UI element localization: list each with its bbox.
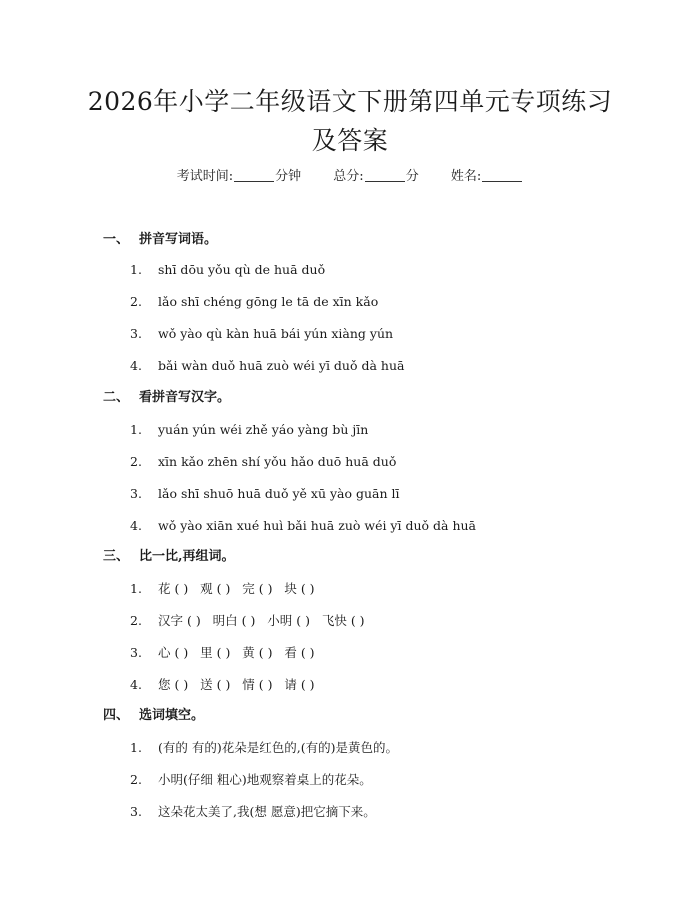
list-item [130,260,325,280]
item-index: 1. [130,740,142,755]
section-number: 三、 [103,549,130,564]
item-index: 3. [130,804,142,819]
section-heading-4 [103,706,204,726]
list-item [130,516,476,536]
list-item [130,356,404,376]
item-index: 3. [130,645,142,660]
list-item [130,738,398,758]
item-text: (有的 有的)花朵是红色的,(有的)是黄色的。 [158,740,398,755]
list-item [130,802,376,822]
exam-time-unit: 分钟 [275,169,302,184]
item-index: 2. [130,294,142,309]
list-item [130,675,315,695]
section-heading-2 [103,388,230,408]
section-title: 比一比,再组词。 [139,549,235,564]
section-number: 一、 [103,232,130,247]
item-index: 2. [130,772,142,787]
item-index: 3. [130,486,142,501]
total-score-unit: 分 [405,169,419,184]
total-score-field [333,169,423,184]
total-score-blank [365,167,405,182]
item-text: 小明(仔细 粗心)地观察着桌上的花朵。 [158,772,372,787]
section-heading-1 [103,230,217,250]
item-index: 2. [130,613,142,628]
item-text: 花 ( ) 观 ( ) 完 ( ) 块 ( ) [158,581,315,596]
item-text: shī dōu yǒu qù de huā duǒ [158,262,326,277]
item-text: xīn kǎo zhēn shí yǒu hǎo duō huā duǒ [158,454,397,469]
list-item [130,579,315,599]
item-text: yuán yún wéi zhě yáo yàng bù jīn [158,422,369,437]
item-text: bǎi wàn duǒ huā zuò wéi yī duǒ dà huā [158,358,405,373]
item-index: 4. [130,677,142,692]
student-name-label: 姓名: [450,169,482,184]
exam-time-field [177,169,306,184]
item-index: 3. [130,326,142,341]
section-number: 二、 [103,390,130,405]
item-text: lǎo shī shuō huā duǒ yě xū yào guān lī [158,486,400,501]
exam-meta-line [0,166,700,188]
item-text: 这朵花太美了,我(想 愿意)把它摘下来。 [158,804,376,819]
list-item [130,770,372,790]
item-text: 心 ( ) 里 ( ) 黄 ( ) 看 ( ) [158,645,315,660]
list-item [130,324,393,344]
list-item [130,643,315,663]
section-heading-3 [103,547,235,567]
section-title: 选词填空。 [139,708,205,723]
item-index: 1. [130,262,142,277]
item-text: wǒ yào xiān xué huì bǎi huā zuò wéi yī duǒ dà huā [158,518,476,533]
list-item [130,420,368,440]
total-score-label: 总分: [333,169,364,184]
item-text: lǎo shī chéng gōng le tā de xīn kǎo [158,294,379,309]
exam-time-label: 考试时间: [176,169,234,184]
item-index: 1. [130,422,142,437]
item-text: 您 ( ) 送 ( ) 情 ( ) 请 ( ) [158,677,315,692]
list-item [130,292,378,312]
list-item [130,611,365,631]
list-item [130,484,400,504]
item-text: wǒ yào qù kàn huā bái yún xiàng yún [158,326,394,341]
exam-time-blank [234,167,274,182]
section-title: 看拼音写汉字。 [139,390,231,405]
item-index: 4. [130,358,142,373]
student-name-blank [482,167,522,182]
document-title: 2026年小学二年级语文下册第四单元专项练习及答案 [87,87,613,155]
item-index: 2. [130,454,142,469]
section-title: 拼音写词语。 [139,232,218,247]
item-text: 汉字 ( ) 明白 ( ) 小明 ( ) 飞快 ( ) [158,613,365,628]
item-index: 4. [130,518,142,533]
item-index: 1. [130,581,142,596]
student-name-field [451,169,523,184]
section-number: 四、 [103,708,130,723]
list-item [130,452,396,472]
